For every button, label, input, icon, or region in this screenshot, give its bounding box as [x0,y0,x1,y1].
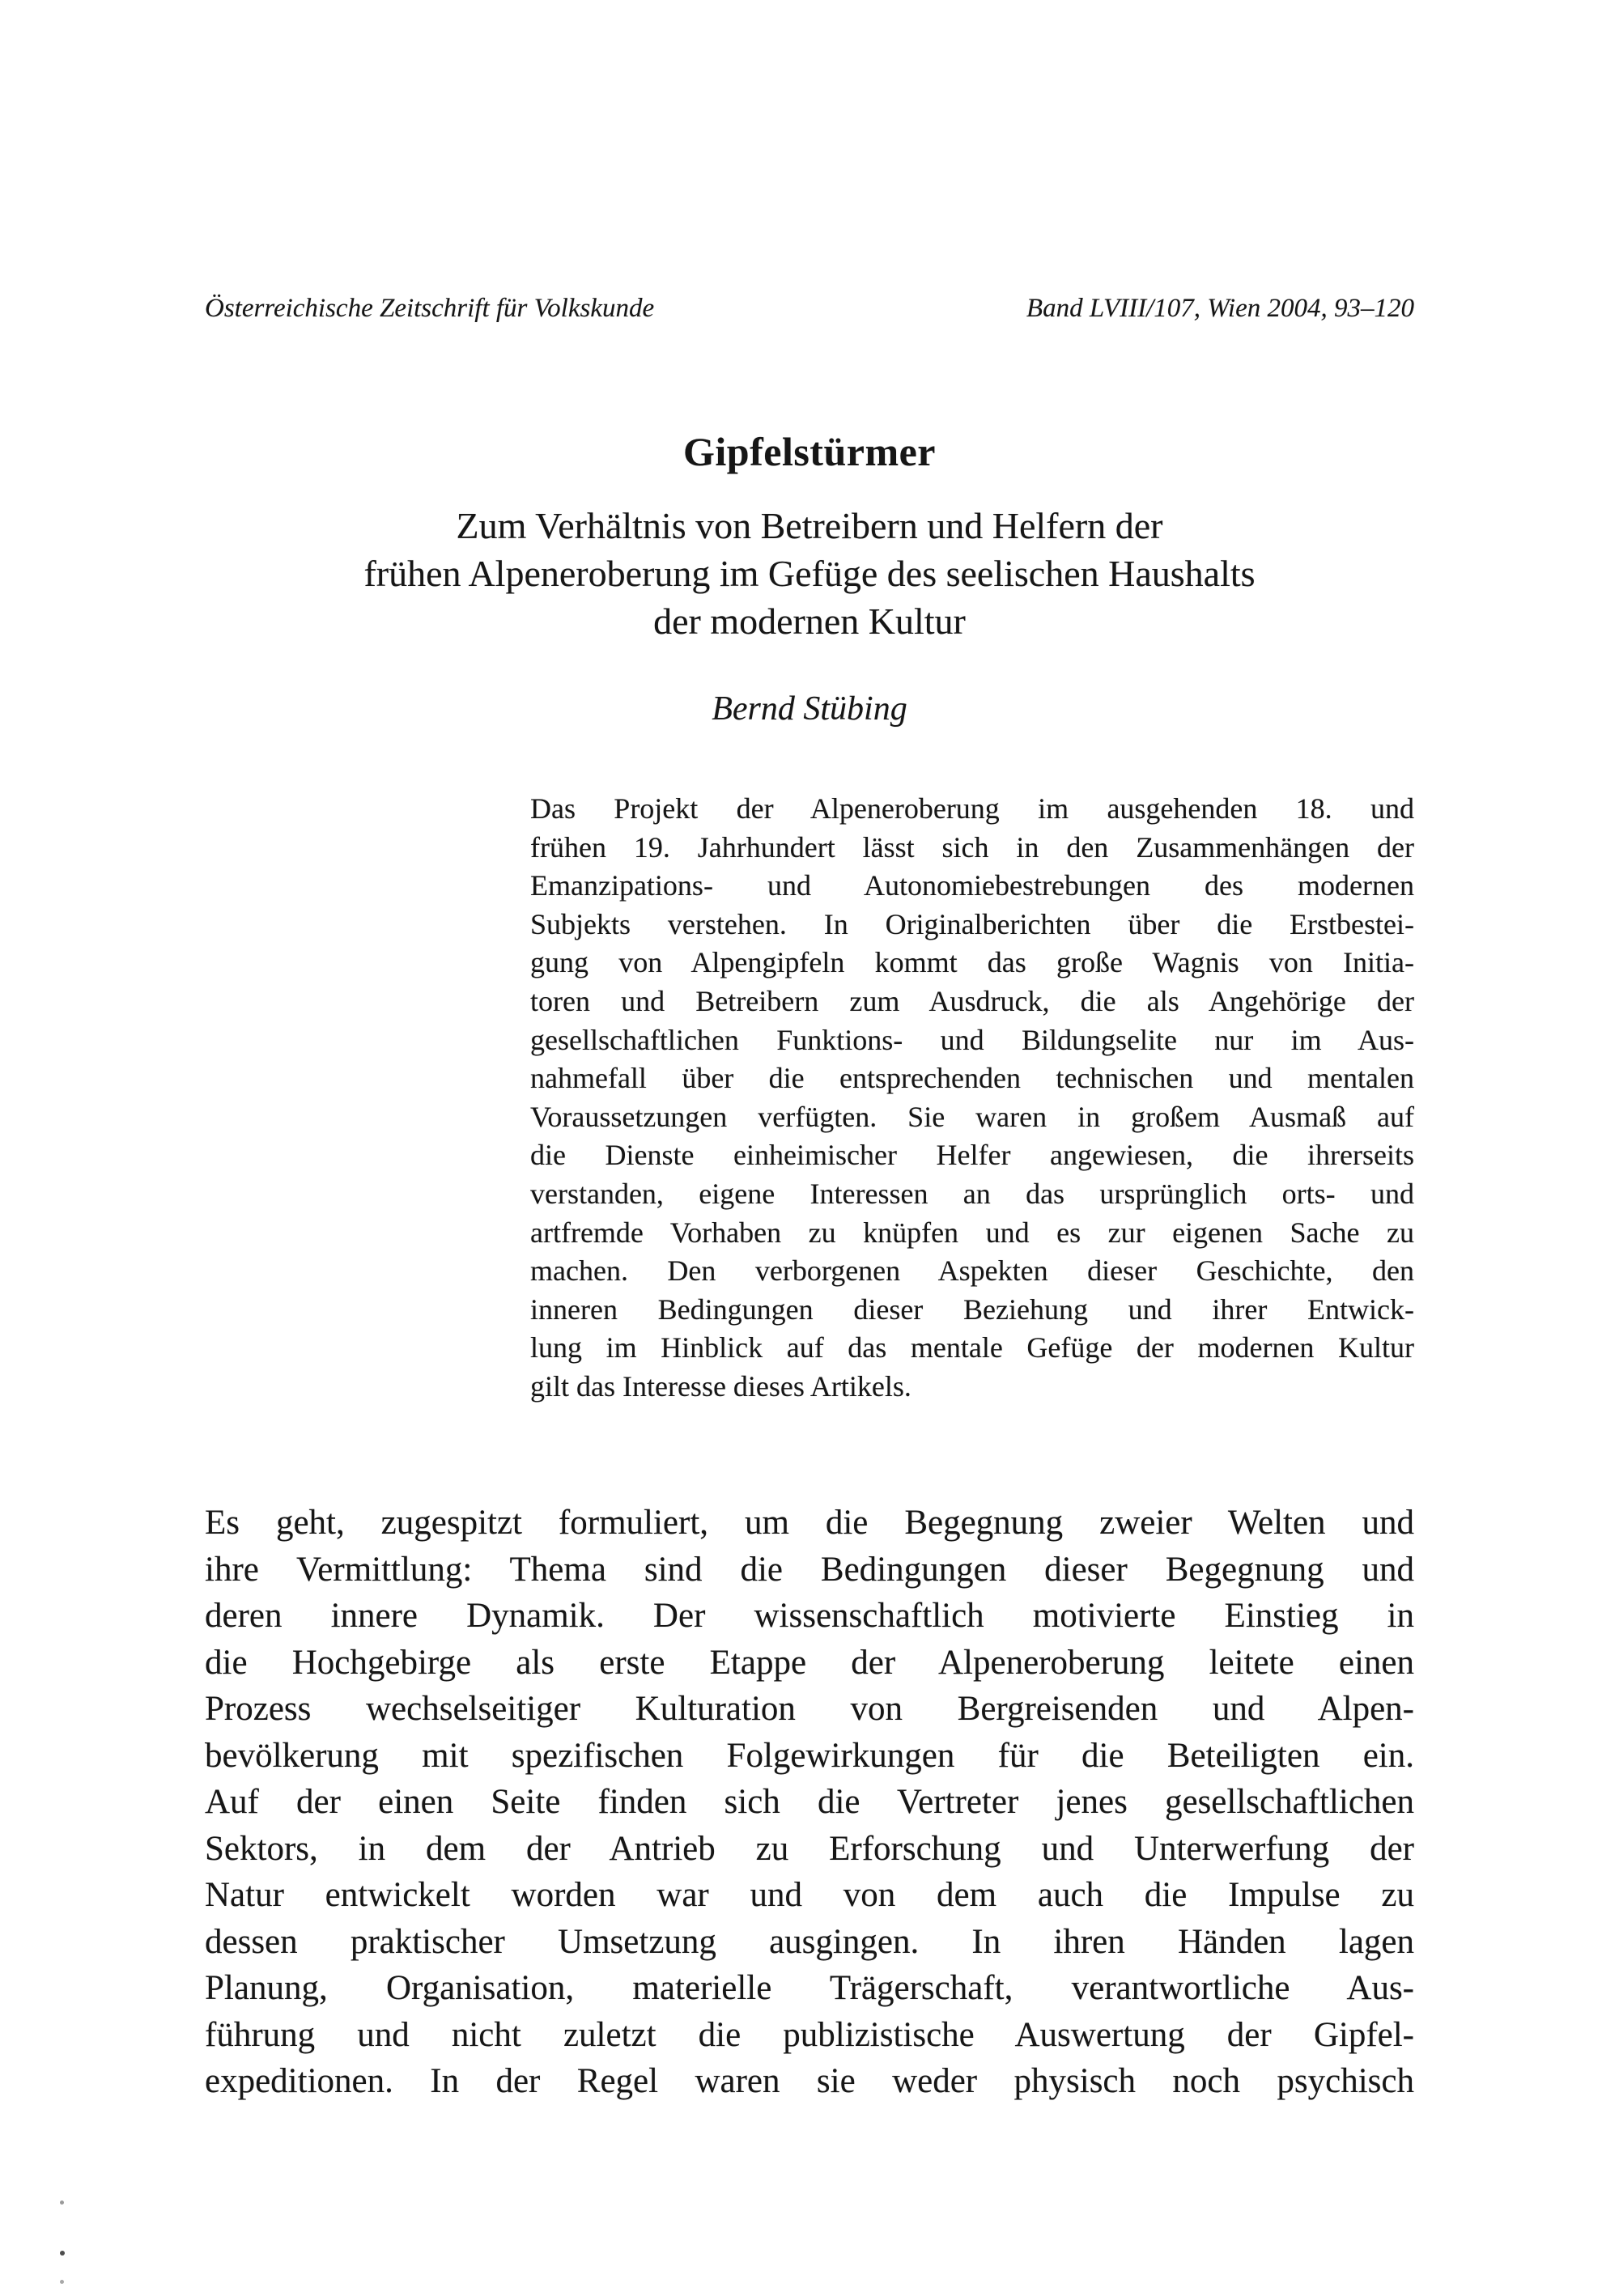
abstract-line: artfremde Vorhaben zu knüpfen und es zur eigenen Sache zu [530,1216,1414,1249]
body-line: deren innere Dynamik. Der wissenschaftlich motivierte Einstieg in [205,1597,1414,1635]
abstract-line: inneren Bedingungen dieser Beziehung und ihrer Entwick- [530,1292,1414,1326]
running-head [205,291,1414,325]
body-line: ihre Vermittlung: Thema sind die Bedingungen dieser Begegnung und [205,1550,1414,1589]
body-line: Natur entwickelt worden war und von dem auch die Impulse zu [205,1876,1414,1914]
abstract-line: frühen 19. Jahrhundert lässt sich in den Zusammenhängen der [530,830,1414,864]
author-name: Bernd Stübing [712,690,907,728]
abstract-line: nahmefall über die entsprechenden technischen und mentalen [530,1062,1414,1095]
body-line: Planung, Organisation, materielle Trägerschaft, verantwortliche Aus- [205,1969,1414,2007]
abstract-line: gesellschaftlichen Funktions- und Bildungselite nur im Aus- [530,1023,1414,1056]
abstract-line: lung im Hinblick auf das mentale Gefüge der modernen Kultur [530,1331,1414,1364]
issue-info: Band LVIII/107, Wien 2004, 93–120 [1026,294,1414,323]
abstract-line: gung von Alpengipfeln kommt das große Wagnis von Initia- [530,946,1414,979]
body-line: Es geht, zugespitzt formuliert, um die Begegnung zweier Welten und [205,1504,1414,1542]
scan-speck [60,2251,65,2256]
abstract-line: die Dienste einheimischer Helfer angewiesen, die ihrerseits [530,1139,1414,1172]
article-subtitle [205,502,1414,645]
body-line: die Hochgebirge als erste Etappe der Alpeneroberung leitete einen [205,1643,1414,1682]
abstract-line: Das Projekt der Alpeneroberung im ausgehenden 18. und [530,792,1414,825]
abstract-line: gilt das Interesse dieses Artikels. [530,1369,911,1403]
scan-speck [60,2280,64,2284]
abstract-line: toren und Betreibern zum Ausdruck, die als Angehörige der [530,984,1414,1017]
subtitle-line: frühen Alpeneroberung im Gefüge des seelischen Haushalts [363,553,1256,594]
scan-speck [60,2201,64,2205]
body-line: führung und nicht zuletzt die publizistische Auswertung der Gipfel- [205,2015,1414,2054]
body-line: Auf der einen Seite finden sich die Vertreter jenes gesellschaftlichen [205,1783,1414,1821]
abstract-line: machen. Den verborgenen Aspekten dieser Geschichte, den [530,1254,1414,1288]
body-line: expeditionen. In der Regel waren sie weder physisch noch psychisch [205,2062,1414,2100]
abstract-line: Emanzipations- und Autonomiebestrebungen des modernen [530,869,1414,902]
body-line: Prozess wechselseitiger Kulturation von Bergreisenden und Alpen- [205,1690,1414,1728]
body-line: bevölkerung mit spezifischen Folgewirkungen für die Beteiligten ein. [205,1736,1414,1775]
journal-name: Österreichische Zeitschrift für Volkskunde [205,294,655,323]
abstract-line: Voraussetzungen verfügten. Sie waren in großem Ausmaß auf [530,1100,1414,1133]
body-line: dessen praktischer Umsetzung ausgingen. In ihren Händen lagen [205,1922,1414,1961]
subtitle-line: der modernen Kultur [653,601,966,642]
body-line: Sektors, in dem der Antrieb zu Erforschung und Unterwerfung der [205,1829,1414,1868]
abstract-line: verstanden, eigene Interessen an das ursprünglich orts- und [530,1177,1414,1210]
abstract-block [530,790,1414,1407]
abstract-line: Subjekts verstehen. In Originalberichten über die Erstbestei- [530,907,1414,940]
body-paragraph [205,1500,1414,2105]
article-title: Gipfelstürmer [683,429,936,474]
subtitle-line: Zum Verhältnis von Betreibern und Helfern der [456,505,1163,546]
